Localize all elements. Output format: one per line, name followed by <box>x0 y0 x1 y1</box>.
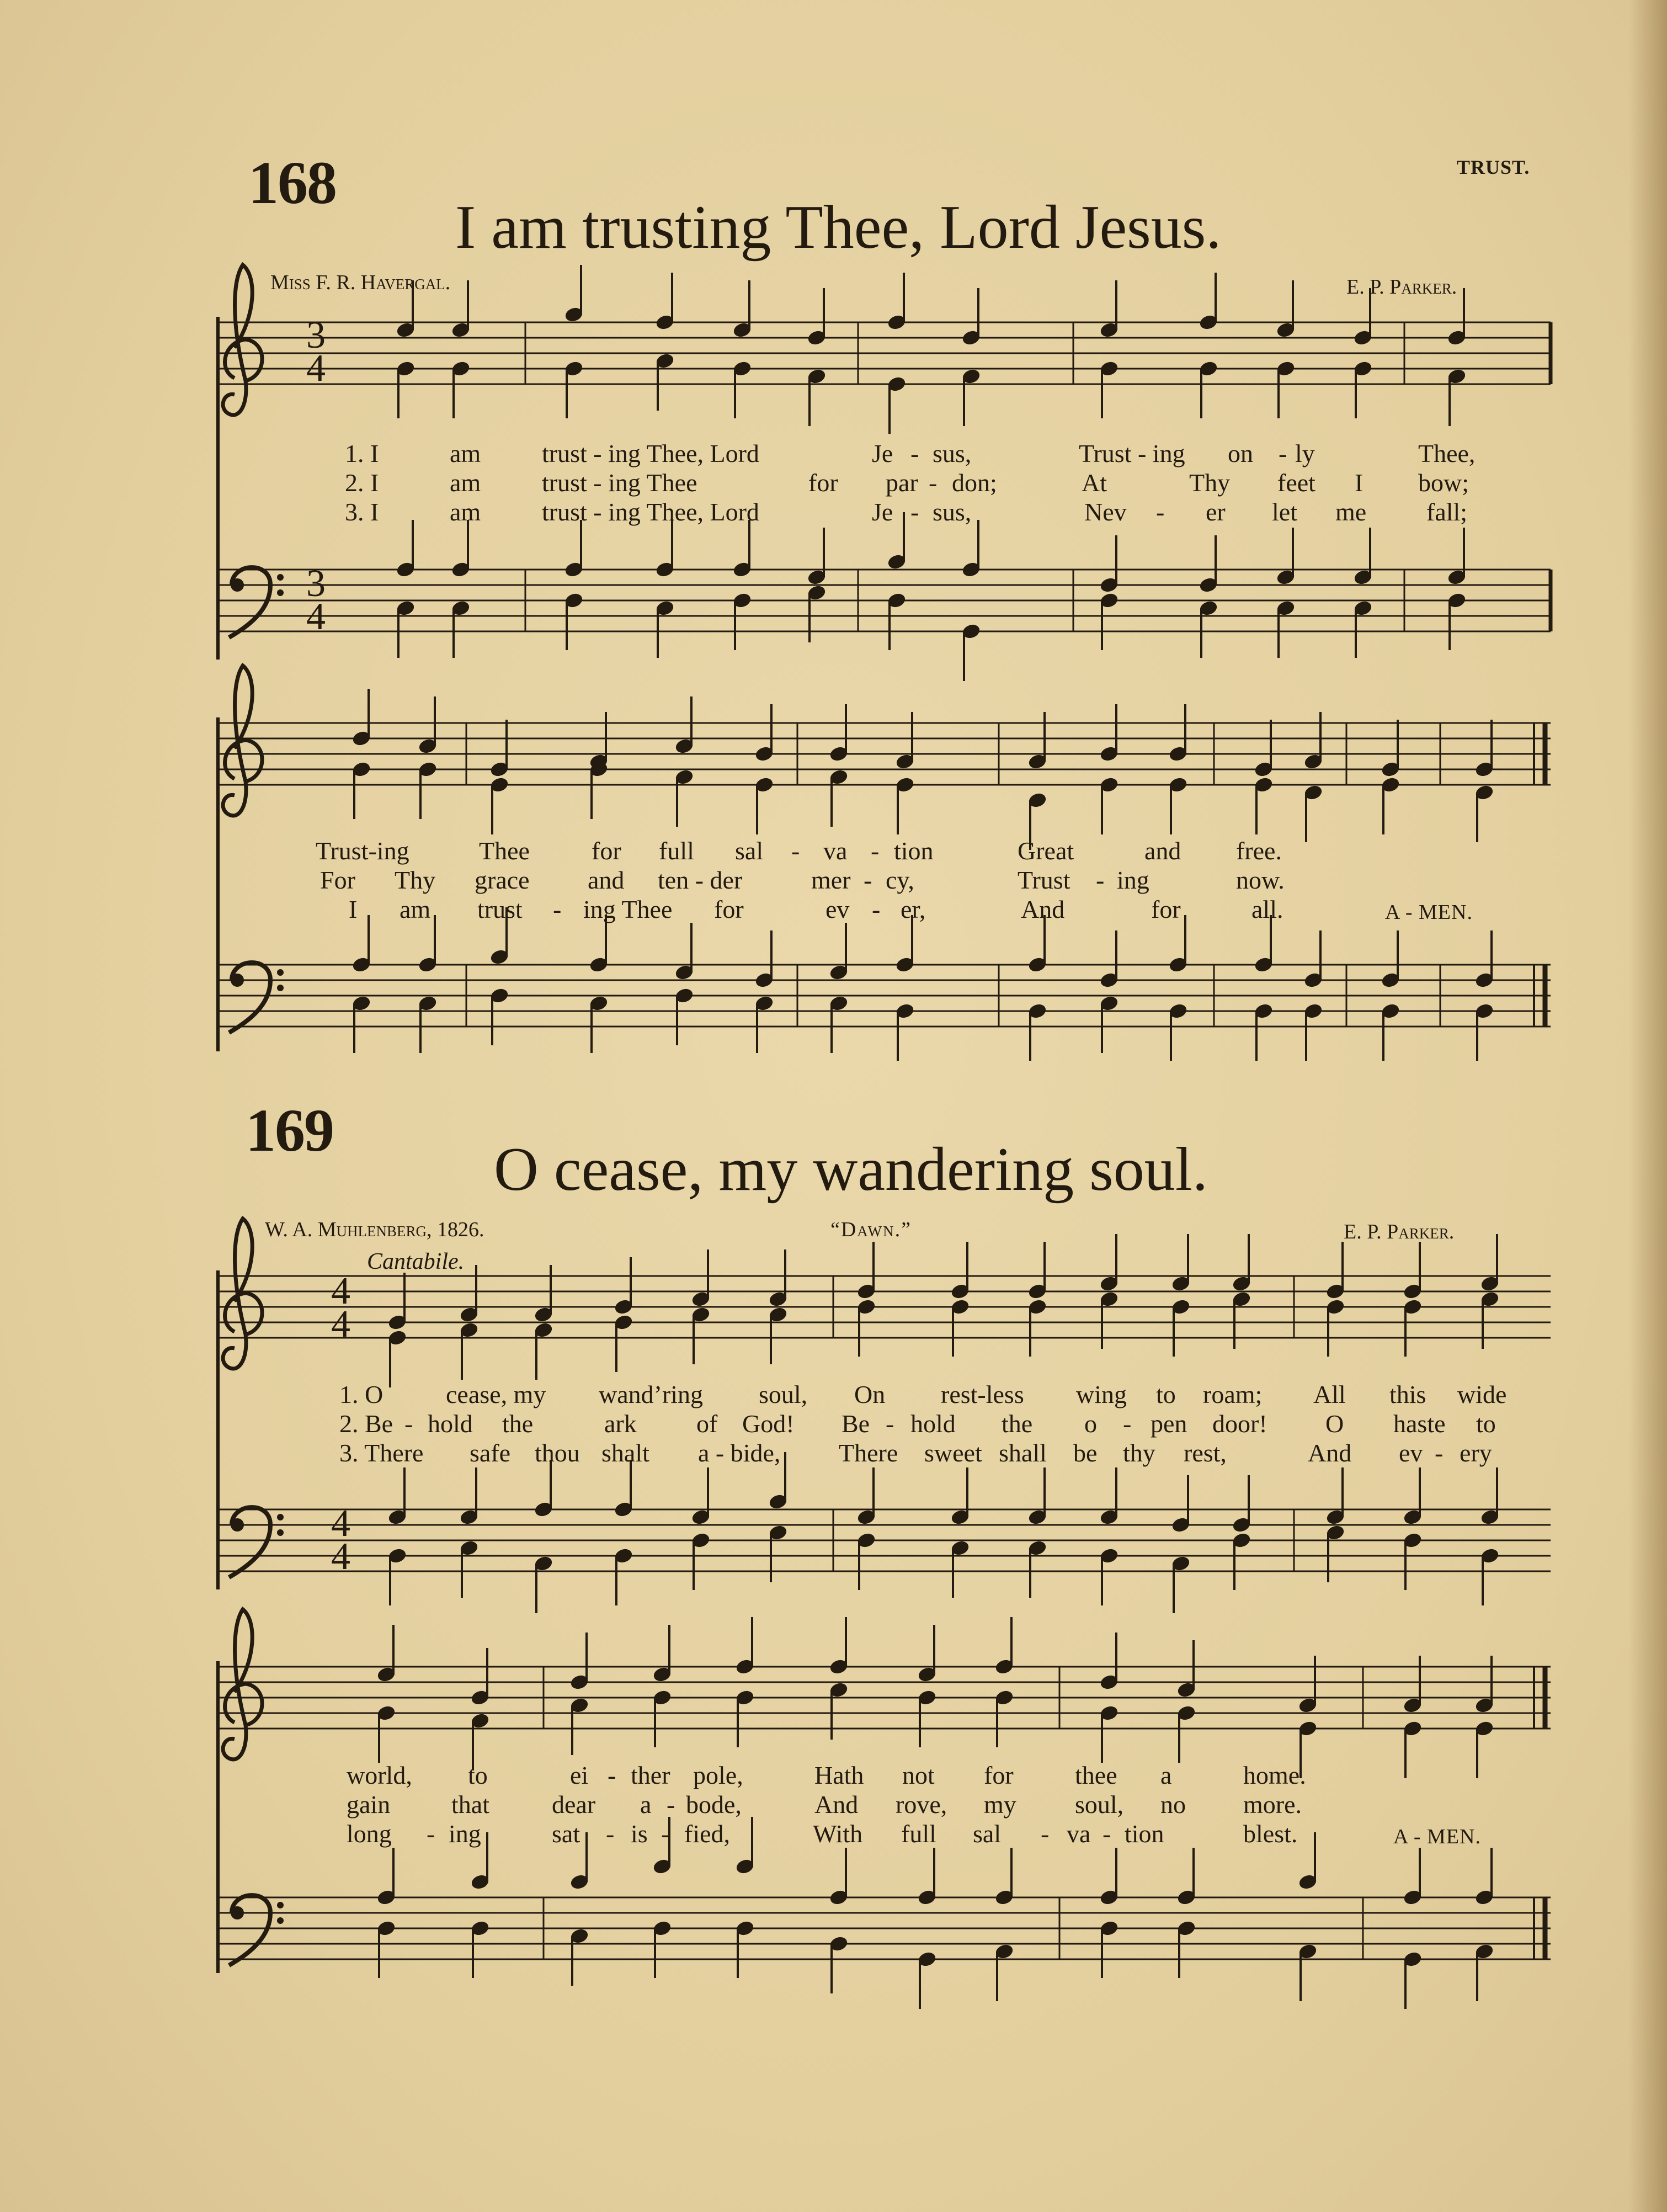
hymn-168-composer: E. P. Parker. <box>1346 275 1457 299</box>
svg-text:4: 4 <box>331 1535 350 1578</box>
hymn-168-s2-bass-staff <box>218 965 1551 1027</box>
hymn-169-composer: E. P. Parker. <box>1344 1220 1455 1243</box>
hymn-169-tempo: Cantabile. <box>367 1249 465 1274</box>
svg-text:4: 4 <box>331 1303 350 1346</box>
hymn-168-s1-bass-staff <box>218 570 1551 631</box>
hymn-169-s2-treble-staff <box>218 1661 1551 1973</box>
hymn-169-title: O cease, my wandering soul. <box>494 1135 1208 1204</box>
svg-text:4: 4 <box>331 1270 350 1312</box>
hymn-169-s1-bass-staff <box>218 1509 1551 1571</box>
hymn-168-s1-treble-staff <box>218 317 1551 660</box>
page-topic: TRUST. <box>1457 156 1530 178</box>
svg-text:3: 3 <box>306 562 326 605</box>
hymn-169-tune: “Dawn.” <box>830 1218 912 1241</box>
hymn-168-author: Miss F. R. Havergal. <box>270 271 451 294</box>
svg-text:3: 3 <box>306 314 326 357</box>
hymn-168-title: I am trusting Thee, Lord Jesus. <box>455 193 1222 262</box>
hymn-169-s1-treble-staff <box>218 1270 1551 1589</box>
svg-text:4: 4 <box>306 595 326 638</box>
hymn-169-author: W. A. Muhlenberg, 1826. <box>265 1218 484 1241</box>
hymn-169-amen: A - MEN. <box>1393 1825 1481 1848</box>
hymn-169-s2-bass-staff <box>218 1897 1551 1959</box>
hymn-168-number: 168 <box>248 149 336 216</box>
hymn-169-number: 169 <box>246 1097 333 1164</box>
svg-text:4: 4 <box>331 1502 350 1545</box>
hymn-168-amen: A - MEN. <box>1385 901 1473 924</box>
svg-text:4: 4 <box>306 347 326 390</box>
